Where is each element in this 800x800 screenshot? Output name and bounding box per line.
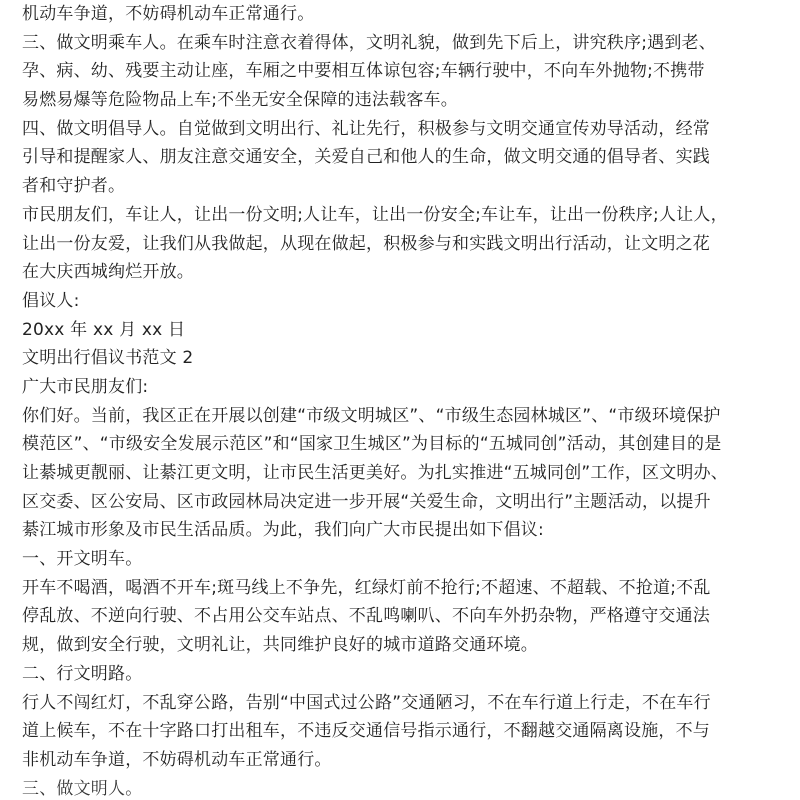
text-line-25: 行人不闯红灯，不乱穿公路，告别“中国式过公路”交通陋习，不在车行道上行走，不在车行 (22, 692, 711, 713)
text-line-6: 引导和提醒家人、朋友注意交通安全，关爱自己和他人的生命，做文明交通的倡导者、实践 (22, 147, 710, 168)
text-line-26: 道上候车，不在十字路口打出租车，不违反交通信号指示通行，不翻越交通隔离设施，不与 (22, 721, 710, 742)
text-line-1: 机动车争道，不妨碍机动车正常通行。 (22, 4, 315, 24)
text-line-10: 在大庆西城绚烂开放。 (22, 262, 194, 283)
subheading-1: 一、开文明车。 (22, 549, 143, 570)
text-line-3: 孕、病、幼、残要主动让座，车厢之中要相互体谅包容;车辆行驶中，不向车外抛物;不携带 (22, 61, 705, 82)
text-line-17: 让綦城更靓丽、让綦江更文明，让市民生活更美好。为扎实推进“五城同创”工作，区文明办、 (22, 463, 729, 483)
subheading-2: 二、行文明路。 (22, 663, 143, 684)
text-line-4: 易燃易爆等危险物品上车;不坐无安全保障的违法载客车。 (22, 90, 458, 111)
text-line-7: 者和守护者。 (22, 176, 126, 197)
text-line-15: 你们好。当前，我区正在开展以创建“市级文明城区”、“市级生态园林城区”、“市级环境保护 (22, 405, 721, 426)
subheading-3: 三、做文明人。 (22, 778, 143, 799)
text-line-22: 停乱放、不逆向行驶、不占用公交车站点、不乱鸣喇叭、不向车外扔杂物，严格遵守交通法 (22, 606, 710, 627)
text-line-16: 模范区”、“市级安全发展示范区”和“国家卫生城区”为目标的“五城同创”活动，其创建目的是 (22, 434, 722, 455)
text-line-5: 四、做文明倡导人。自觉做到文明出行、礼让先行，积极参与文明交通宣传劝导活动，经常 (22, 118, 710, 139)
document-body (22, 0, 782, 800)
text-line-9: 让出一份友爱，让我们从我做起，从现在做起，积极参与和实践文明出行活动，让文明之花 (22, 233, 710, 254)
text-line-27: 非机动车争道，不妨碍机动车正常通行。 (22, 749, 332, 770)
text-line-21: 开车不喝酒，喝酒不开车;斑马线上不争先，红绿灯前不抢行;不超速、不超载、不抢道;不乱 (22, 577, 711, 598)
text-line-19: 綦江城市形象及市民生活品质。为此，我们向广大市民提出如下倡议: (22, 520, 544, 541)
text-line-2: 三、做文明乘车人。在乘车时注意衣着得体，文明礼貌，做到先下后上，讲究秩序;遇到老、 (22, 32, 716, 53)
signature-label: 倡议人: (22, 290, 80, 311)
text-line-8: 市民朋友们，车让人，让出一份文明;人让车，让出一份安全;车让车，让出一份秩序;人让人， (22, 204, 728, 225)
section-title: 文明出行倡议书范文 2 (22, 348, 194, 369)
text-line-18: 区交委、区公安局、区市政园林局决定进一步开展“关爱生命，文明出行”主题活动，以提升 (22, 491, 711, 512)
salutation: 广大市民朋友们: (22, 376, 149, 397)
date-line: 20xx 年 xx 月 xx 日 (22, 319, 186, 340)
text-line-23: 规，做到安全行驶，文明礼让，共同维护良好的城市道路交通环境。 (22, 635, 538, 656)
